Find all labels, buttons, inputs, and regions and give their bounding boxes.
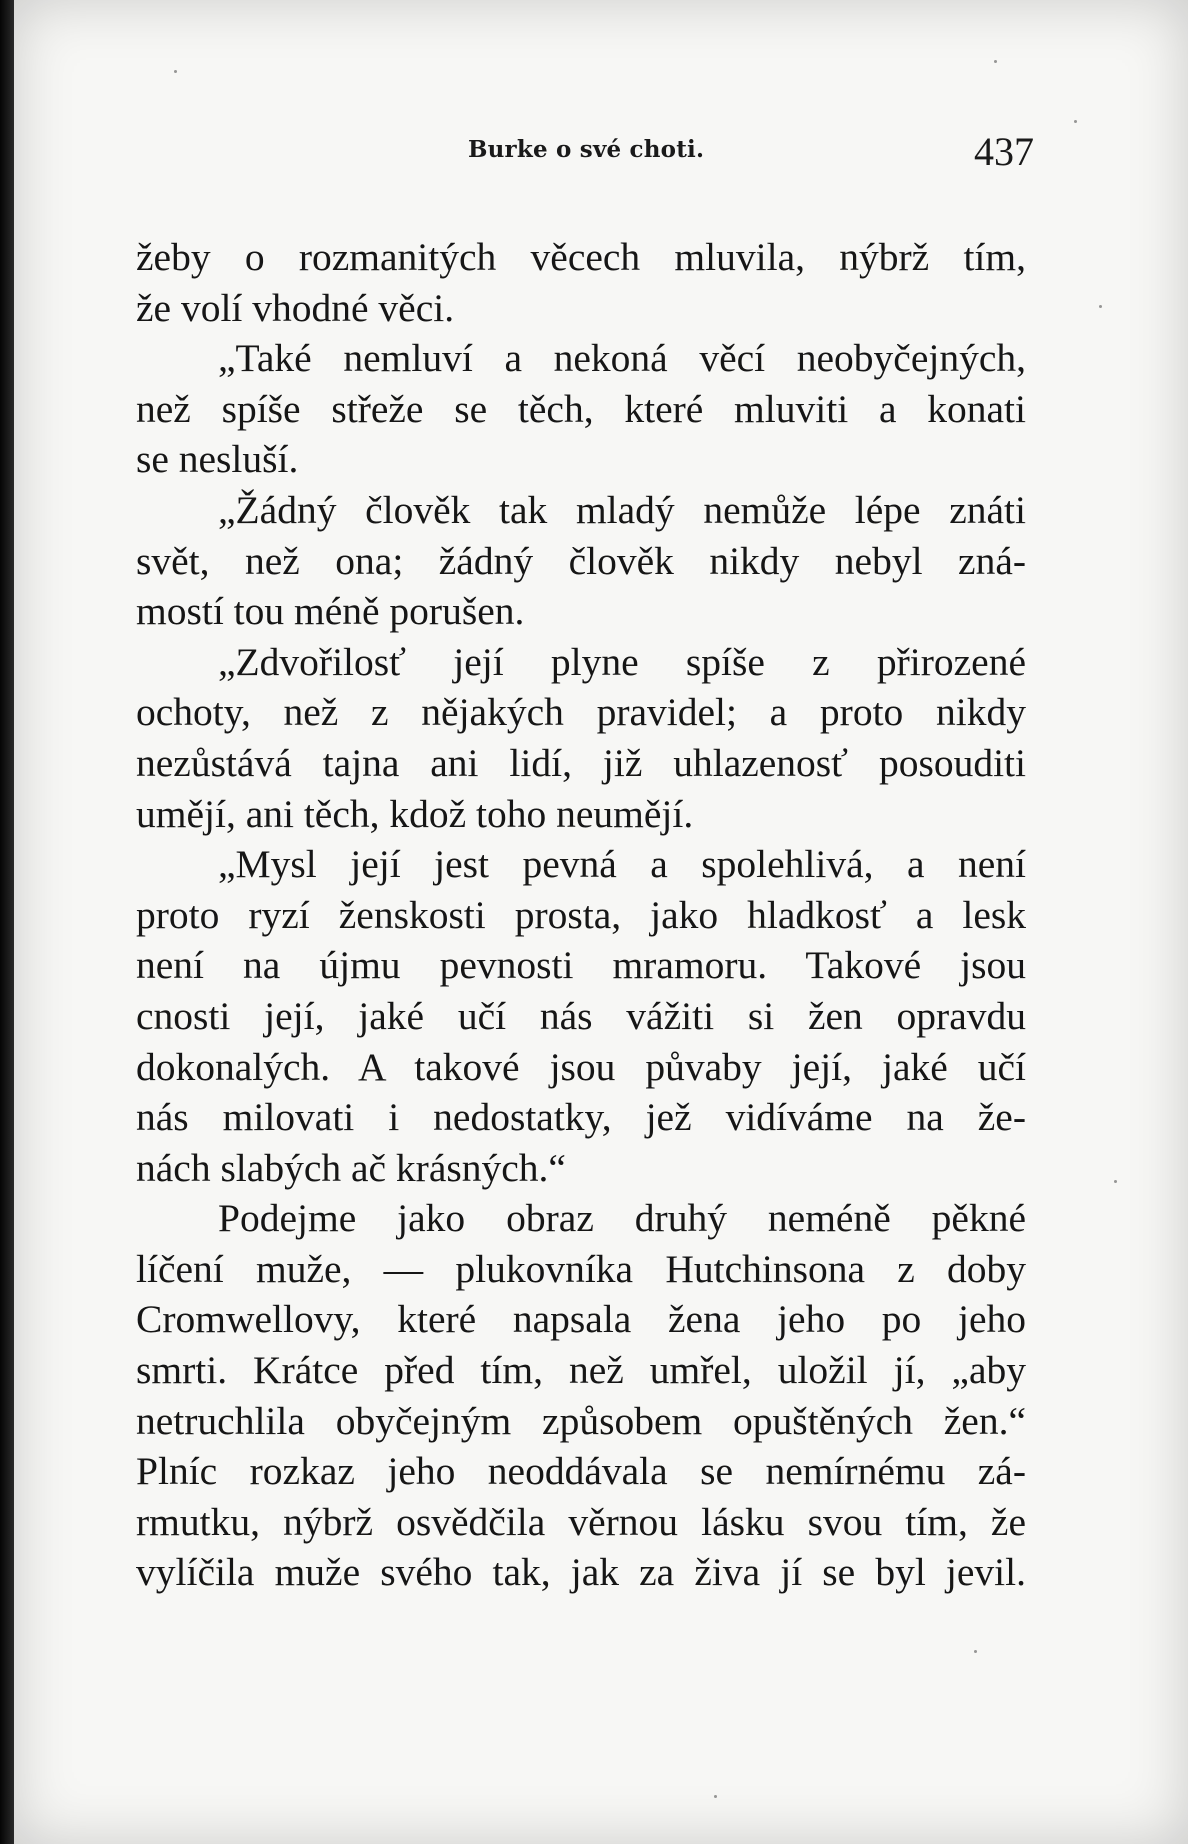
page-binding-edge [0, 0, 14, 1844]
text-line: Cromwellovy, které napsala žena jeho po jeho [136, 1297, 1026, 1342]
text-line: dokonalých. A takové jsou půvaby její, jaké učí [136, 1044, 1026, 1089]
text-line: proto ryzí ženskosti prosta, jako hladkosť a lesk [136, 892, 1026, 937]
text-line: cnosti její, jaké učí nás vážiti si žen opravdu [136, 993, 1026, 1038]
book-page [14, 0, 1188, 1844]
text-line: vylíčila muže svého tak, jak za živa jí se byl jevil. [136, 1550, 1026, 1595]
text-line: ochoty, než z nějakých pravidel; a proto nikdy [136, 690, 1026, 735]
running-title: Burke o své choti. [468, 136, 705, 163]
scan-speck [994, 60, 997, 63]
body-text [136, 232, 1026, 1598]
text-line: „Zdvořilosť její plyne spíše z přirozené [218, 639, 1026, 684]
text-line: nách slabých ač krásných.“ [136, 1145, 566, 1190]
text-line: „Mysl její jest pevná a spolehlivá, a není [218, 842, 1026, 887]
scan-speck [1114, 1180, 1117, 1183]
scan-speck [1074, 120, 1077, 123]
text-line: rmutku, nýbrž osvědčila věrnou lásku svou tím, že [136, 1499, 1026, 1544]
text-line: nás milovati i nedostatky, jež vidíváme na že- [136, 1095, 1026, 1140]
scan-speck [174, 70, 177, 73]
text-line: Podejme jako obraz druhý neméně pěkné [218, 1196, 1026, 1241]
text-line: netruchlila obyčejným způsobem opuštěných žen.“ [136, 1398, 1026, 1443]
scan-speck [974, 1650, 977, 1653]
text-line: není na újmu pevnosti mramoru. Takové jsou [136, 943, 1026, 988]
page-number: 437 [974, 129, 1034, 174]
scan-speck [1099, 305, 1102, 308]
page-header [134, 128, 1034, 174]
text-line: smrti. Krátce před tím, než umřel, uložil jí, „aby [136, 1348, 1026, 1393]
text-line: žeby o rozmanitých věcech mluvila, nýbrž tím, [136, 235, 1026, 279]
text-line: se nesluší. [136, 437, 299, 482]
text-line: „Žádný člověk tak mladý nemůže lépe znáti [218, 487, 1026, 532]
text-line: „Také nemluví a nekoná věcí neobyčejných, [218, 336, 1026, 381]
text-line: mostí tou méně porušen. [136, 589, 525, 634]
text-line: než spíše střeže se těch, které mluviti a konati [136, 386, 1026, 431]
text-line: nezůstává tajna ani lidí, již uhlazenosť posouditi [136, 740, 1026, 785]
text-line: Plníc rozkaz jeho neoddávala se nemírnému zá- [136, 1449, 1026, 1494]
scan-speck [714, 1795, 717, 1798]
text-line: svět, než ona; žádný člověk nikdy nebyl zná- [136, 538, 1026, 583]
text-line: že volí vhodné věci. [136, 285, 455, 330]
text-line: umějí, ani těch, kdož toho neumějí. [136, 791, 694, 836]
text-line: líčení muže, — plukovníka Hutchinsona z doby [136, 1246, 1026, 1291]
